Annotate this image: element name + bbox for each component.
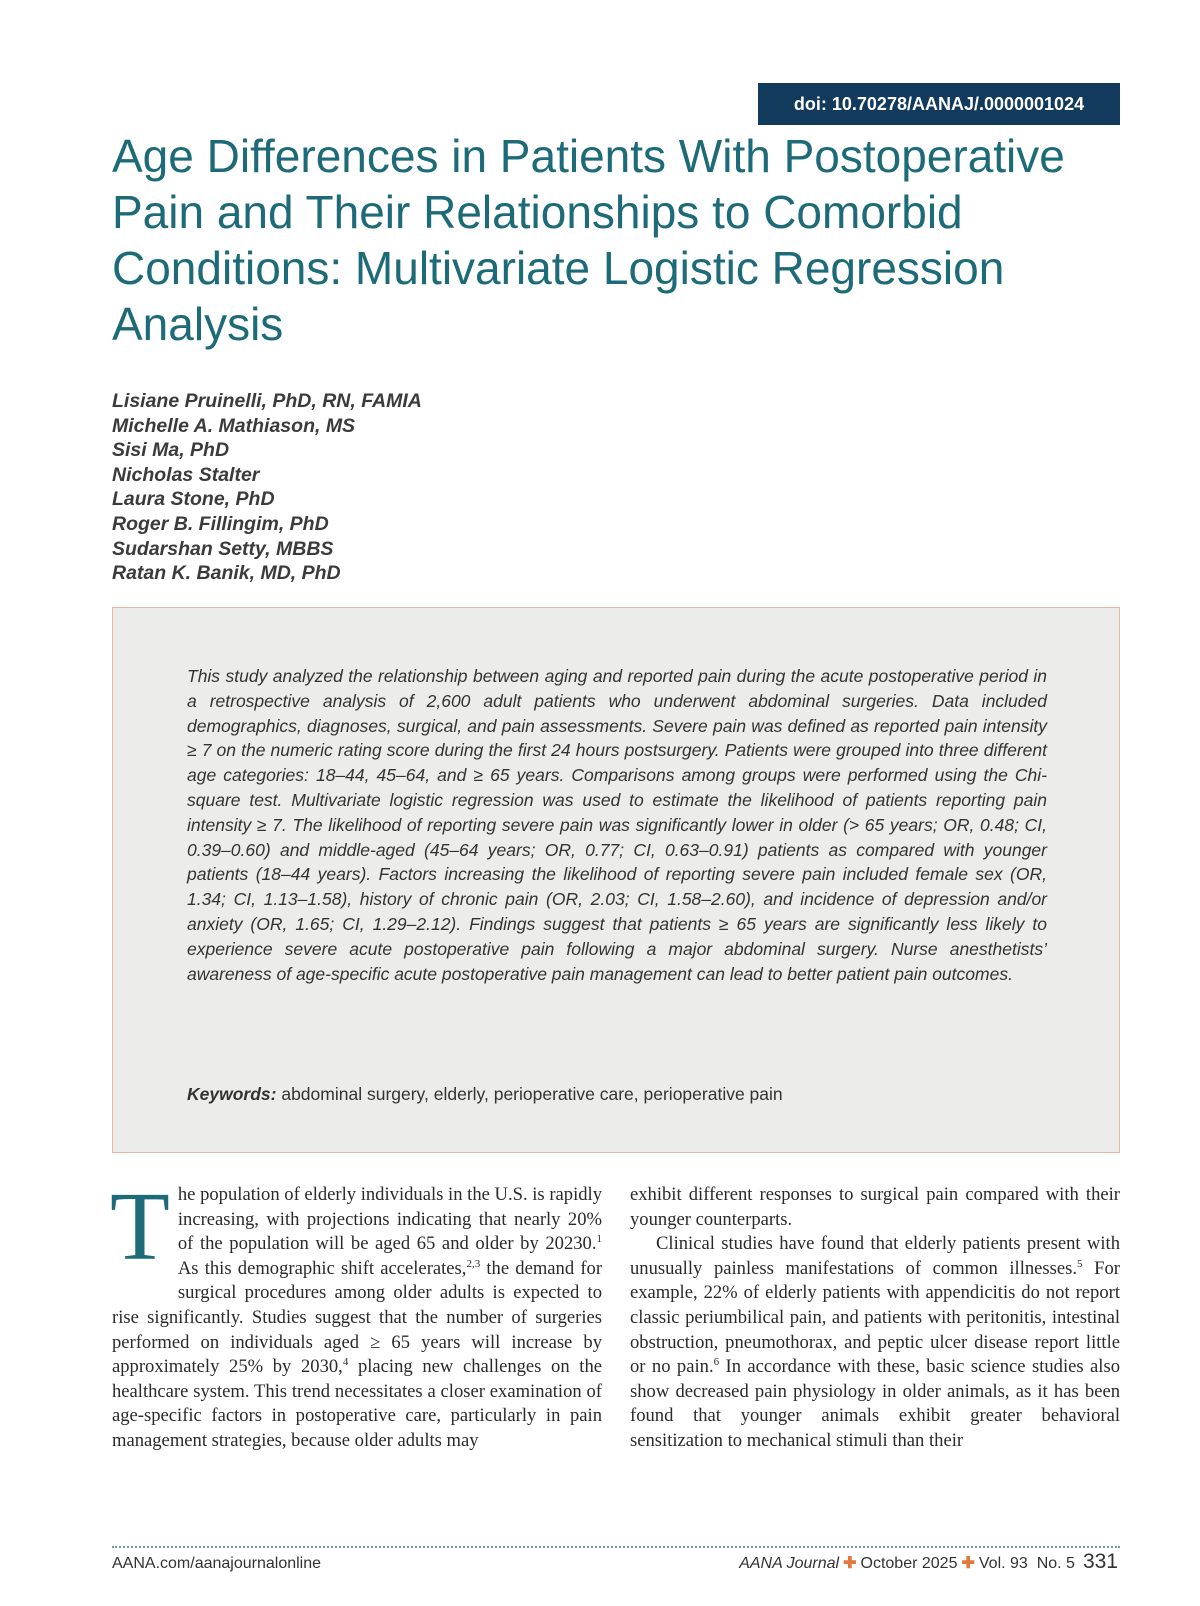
citation: 2,3 (466, 1257, 481, 1270)
body-paragraph (630, 1232, 1120, 1453)
doi-badge: doi: 10.70278/AANAJ/.0000001024 (758, 83, 1120, 125)
journal-name: AANA Journal (739, 1555, 840, 1572)
separator-icon: ✚ (843, 1555, 857, 1572)
body-column-left (110, 1173, 603, 1454)
drop-cap: T (110, 1173, 170, 1281)
body-text: the demand for surgical procedures among older adults is expected to rise significantly. Studies suggest that the number of surgeries performed on individuals aged ≥ 65 years will increase by approximately 25% by 2030, (112, 1257, 603, 1378)
keywords-text: abdominal surgery, elderly, perioperative care, perioperative pain (281, 1084, 783, 1104)
citation: 6 (713, 1355, 720, 1368)
body-text: Clinical studies have found that elderly patients present with unusually painless manifestations of common illnesses. (630, 1233, 1120, 1279)
author: Laura Stone, PhD (112, 488, 275, 511)
author: Roger B. Fillingim, PhD (112, 512, 329, 535)
author: Michelle A. Mathiason, MS (112, 414, 356, 437)
author: Lisiane Pruinelli, PhD, RN, FAMIA (112, 390, 422, 412)
citation: 1 (596, 1233, 602, 1245)
volume: Vol. 93 (978, 1555, 1028, 1572)
citation: 4 (342, 1355, 349, 1368)
issue-date: October 2025 (860, 1555, 958, 1572)
article-title: Age Differences in Patients With Postoperative Pain and Their Relationships to Comorbid Conditions: Multivariate Logistic Regression Analysis (112, 130, 1065, 350)
abstract-text: This study analyzed the relationship between aging and reported pain during the acute postoperative period in a retrospective analysis of 2,600 adult patients who underwent abdominal surgeries. Data included demographics, diagnoses, surgical, and pain assessments. Severe pain was defined as reported pain intensity ≥ 7 on the numeric rating score during the first 24 hours postsurgery. Patients were grouped into three different age categories: 18–44, 45–64, and ≥ 65 years. Comparisons among groups were performed using the Chi-square test. Multivariate logistic regression was used to estimate the likelihood of patients reporting pain intensity ≥ 7. The likelihood of reporting severe pain was significantly lower in older (> 65 years; OR, 0.48; CI, 0.39–0.60) and middle-aged (45–64 years; OR, 0.77; CI, 0.63–0.91) patients as compared with younger patients (18–44 years). Factors increasing the likelihood of reporting severe pain included female sex (OR, 1.34; CI, 1.13–1.58), history of chronic pain (OR, 2.03; CI, 1.58–2.60), and incidence of depression and/or anxiety (OR, 1.65; CI, 1.29–2.12). Findings suggest that patients ≥ 65 years are significantly less likely to experience severe acute postoperative pain following a major abdominal surgery. Nurse anesthetists’ awareness of age-specific acute postoperative pain management can lead to better patient pain outcomes. (187, 666, 1047, 984)
body-column-right (630, 1183, 1120, 1454)
body-text: For example, 22% of elderly patients with appendicitis do not report classic periumbilical pain, and patients with peritonitis, intestinal obstruction, pneumothorax, and peptic ulcer disease report little or no pain. (630, 1257, 1120, 1378)
body-text: exhibit different responses to surgical pain compared with their younger counterparts. (630, 1184, 1120, 1230)
author: Nicholas Stalter (112, 463, 260, 486)
author-list (112, 389, 422, 586)
keywords-label: Keywords: (187, 1084, 277, 1104)
keywords (187, 1082, 1047, 1106)
issue-number: No. 5 (1036, 1555, 1075, 1572)
author: Sisi Ma, PhD (112, 439, 230, 462)
author: Sudarshan Setty, MBBS (112, 537, 334, 560)
body-text: In accordance with these, basic science studies also show decreased pain physiology in older animals, as it has been found that younger animals exhibit greater behavioral sensitization to mechanical stimuli than their (630, 1356, 1120, 1451)
body-text: he population of elderly individuals in the U.S. is rapidly increasing, with projections indicating that nearly 20% of the population will be aged 65 and older by 20230. (177, 1184, 602, 1255)
author: Ratan K. Banik, MD, PhD (112, 562, 341, 585)
body-text: As this demographic shift accelerates, (177, 1257, 467, 1279)
body-text: placing new challenges on the healthcare system. This trend necessitates a closer examination of age-specific factors in postoperative care, particularly in pain management strategies, because older adults may (112, 1356, 602, 1451)
body-paragraph (630, 1183, 1120, 1232)
body-paragraph (110, 1173, 603, 1454)
abstract-box (112, 607, 1120, 1153)
page-number: 331 (1082, 1550, 1118, 1573)
citation: 5 (1077, 1257, 1083, 1270)
footer-divider (112, 1546, 1120, 1548)
footer-url[interactable]: AANA.com/aanajournalonline (112, 1555, 322, 1572)
footer-citation (739, 1549, 1118, 1577)
separator-icon: ✚ (961, 1555, 975, 1572)
